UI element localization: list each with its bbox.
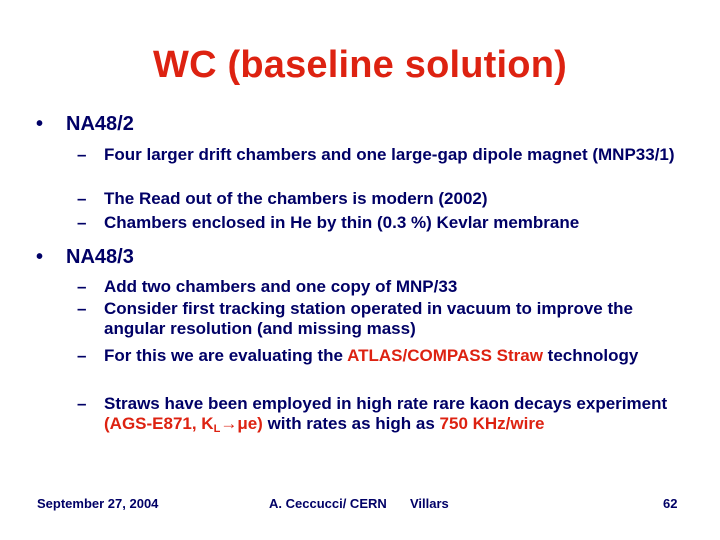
sub-item	[77, 394, 697, 439]
dash-icon: –	[77, 277, 87, 296]
sub-item-text-pre: For this we are evaluating the	[104, 346, 348, 365]
footer-date: September 27, 2004	[37, 496, 159, 511]
subscript-l: L	[213, 423, 221, 435]
bullet-na48-2	[36, 113, 134, 136]
highlight-experiment-decay: →μe)	[220, 414, 263, 433]
slide-title: WC (baseline solution)	[153, 44, 567, 86]
dash-icon: –	[77, 394, 87, 413]
sub-item-text	[77, 346, 697, 366]
sub-item-text-mid: with rates as high as	[262, 414, 440, 433]
bullet-label: NA48/2	[66, 113, 134, 135]
sub-item-text: The Read out of the chambers is modern (2002)	[104, 189, 488, 208]
highlight-rate: 750 KHz/wire	[439, 414, 545, 433]
sub-item-text	[77, 394, 697, 439]
bullet-label: NA48/3	[66, 246, 134, 268]
sub-item-text: Consider first tracking station operated in vacuum to improve the angular resolution (and missing mass)	[104, 299, 633, 338]
sub-item-text-post: technology	[542, 346, 639, 365]
footer-author: A. Ceccucci/ CERN	[269, 496, 387, 511]
sub-item-text: Chambers enclosed in He by thin (0.3 %) Kevlar membrane	[104, 213, 580, 232]
sub-item-text-pre: Straws have been employed in high rate rare kaon decays experiment	[104, 394, 668, 413]
sub-item	[77, 299, 697, 339]
sub-item	[77, 213, 697, 233]
dash-icon: –	[77, 299, 87, 318]
sub-item-text: Four larger drift chambers and one large-gap dipole magnet (MNP33/1)	[104, 145, 675, 164]
highlight-atlas-compass: ATLAS/COMPASS Straw	[347, 346, 543, 365]
sub-item-text: Add two chambers and one copy of MNP/33	[104, 277, 458, 296]
bullet-dot-icon: •	[36, 113, 44, 135]
highlight-experiment-name: (AGS-E871, K	[104, 414, 214, 433]
footer-venue: Villars	[410, 496, 449, 511]
sub-item	[77, 145, 697, 165]
sub-item	[77, 346, 697, 366]
footer-page-number: 62	[663, 496, 678, 511]
bullet-na48-3	[36, 246, 134, 269]
dash-icon: –	[77, 213, 87, 232]
sub-item	[77, 189, 697, 209]
bullet-dot-icon: •	[36, 246, 44, 268]
dash-icon: –	[77, 346, 87, 365]
highlight-experiment	[104, 414, 263, 433]
dash-icon: –	[77, 189, 87, 208]
dash-icon: –	[77, 145, 87, 164]
sub-item	[77, 277, 697, 297]
